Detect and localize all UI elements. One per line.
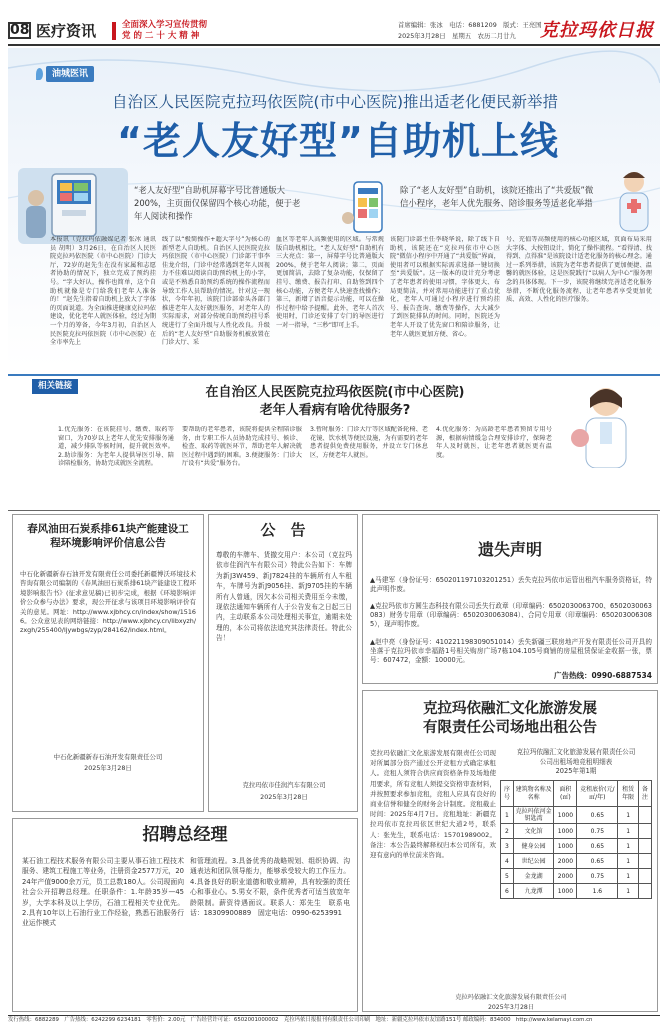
table-cell: 4 [501, 854, 514, 869]
table-cell: 0.65 [577, 807, 618, 824]
table-row [501, 807, 652, 824]
rental-table-caption-1: 克拉玛依融汇文化旅游发展有限责任公司 [516, 748, 636, 756]
kiosk-photo [18, 168, 128, 244]
phone-illustration [340, 178, 396, 238]
table-cell: 文化馆 [513, 824, 553, 839]
table-cell: 1 [501, 807, 514, 824]
table-cell: 1000 [554, 884, 577, 899]
table-cell: 1 [618, 884, 639, 899]
table-cell: 金龙湖 [513, 869, 553, 884]
public-notice-sign: 克拉玛依市佳润汽车有限公司 [242, 781, 326, 789]
link-rule [8, 374, 660, 376]
env-notice-sign: 中石化新疆新春石油开发有限责任公司 [53, 753, 163, 761]
doctor-illustration [556, 378, 652, 468]
table-cell [639, 807, 652, 824]
env-notice-date: 2025年3月28日 [84, 764, 132, 772]
rental-table-header-cell: 租赁年限 [618, 781, 639, 807]
caption-left [134, 184, 306, 223]
table-cell [639, 824, 652, 839]
rental-table-header-cell: 竞租底价(元/㎡/年) [577, 781, 618, 807]
table-cell [639, 869, 652, 884]
rental-table-header-cell: 序号 [501, 781, 514, 807]
rental-title-1: 克拉玛依融汇文化旅游发展 [423, 701, 597, 717]
ad-phone: 广告热线：0990-6887534 [553, 671, 652, 680]
table-cell [639, 839, 652, 854]
table-row [501, 884, 652, 899]
rental-table-body [501, 807, 652, 899]
rental-body: 克拉玛依融汇文化旅游发展有限责任公司现对所属部分资产通过公开竞租方式确定承租人。竞租人须符合供应商资格条件及场地使用要求，所有竞租人须提交资格审查材料，并按照要求参加竞租，竞租人应具有良好的商业信誉和健全的财务会计制度。竞租截止时间：2025年4月7日。竞租地址：新疆克拉玛依市克拉玛依区世纪大道2号，联系人：张先生，联系电话：15701989002。备注：本公告最终解释权归本公司所有，欢迎有意向的单位前来咨询。 [370, 749, 496, 860]
rental-table-caption [500, 748, 652, 777]
table-cell: 1 [618, 869, 639, 884]
table-cell: 0.65 [577, 839, 618, 854]
table-cell: 1 [618, 839, 639, 854]
link-column-2: 要帮助的老年患者，该院将提供全程陪诊服务，由专职工作人员协助完成挂号、候诊、检查、取药等就医环节，帮助老年人解决就医过程中遇到的困难。3.便捷服务：门诊大厅设有“共爱”服务台。 [182, 426, 302, 468]
page-number: 08 [10, 22, 30, 38]
public-notice-title: 公 告 [260, 521, 306, 539]
recruit-column-2: 和管理流程。3.具备优秀的战略规划、组织协调、沟通表达和团队领导能力，能够承受较大的工作压力。4.具备良好的职业道德和敬业精神，具有较强的责任心和事业心。5.男女不限，条件优秀者可适当放宽年龄限制。薪资待遇面议。联系人：郑先生 联系电话：18309900889 固定电话：0990-6253991 [190, 857, 350, 918]
env-notice-title: 春风油田石炭系排61块产能建设工程环境影响评价信息公告 [27, 523, 189, 549]
public-notice-body: 尊敬的车牌车、货撤交用户：本公司（克拉玛依市佳润汽车有限公司）特此公告如下：车牌为新J3W459、新J7824挂的车辆所有人车租车，车牌号为新J9056挂、新J9705挂的车辆所有人曾通，因欠本公司相关费用至今未缴，现依法通知车辆所有人于公告发布之日起三日内，主动联系本公司处理相关事宜，逾期未处理的，本公司将依法追究其法律责任。特此公告！ [216, 551, 352, 643]
lead-column-2: 线了以“极简操作+超大字号”为核心的新型老人自助机。自治区人民医院克拉玛依医院（市中心医院）门诊部干事李佳龙介绍，门诊中经常遇到老年人因视力不佳难以阅读自助预约机上的小字，或是不熟悉自助预约系统的操作流程而导致工作人员帮助的情况。针对这一现状，今年年初，该院门诊部牵头各部门推进老年人友好就医服务，对老年人的实际需求，对部分传统自助预约挂号系统进行了全面升级与人性化改良。升级后的“老人友好型”自助服务机被放置在门诊大厅、采 [162, 236, 270, 347]
rental-table [500, 780, 652, 899]
nurse-illustration [610, 166, 658, 236]
table-cell: 1.6 [577, 884, 618, 899]
rental-sign: 克拉玛依融汇文化旅游发展有限责任公司 [455, 994, 567, 1001]
rental-table-caption-3: 2025年第1期 [555, 767, 597, 776]
recruit-column-1: 某石油工程技术服务有限公司主要从事石油工程技术服务、建筑工程施工等业务，注册资金2577万元，2024年产值9000余万元，员工总数180人。公司现面向社会公开招聘总经理。任职条件：1.年龄35岁—45岁，大学本科及以上学历，石油工程相关专业优先。2.具有10年以上石油行业工作经验，熟悉石油服务行业运作模式 [22, 857, 184, 928]
table-cell: 世纪公园 [513, 854, 553, 869]
lead-column-3: 血区等老年人高频使用的区域。与常规版自助机相比，“老人友好型”自助机有三大亮点：第一，屏幕字号比普通版大200%，便于老年人阅读；第二，页面更加简洁，去除了复杂功能，仅保留了挂号、缴费、报告打印、自助签到四个核心功能，方便老年人快速查找操作；第三，新增了语音提示功能，可以在操作过程中给予提醒。此外，老年人首次使用时，门诊还安排了专门的导医进行一对一指导，“三秒”即可上手。 [276, 236, 384, 329]
public-notice-date: 2025年3月28日 [260, 793, 308, 801]
section-divider [112, 22, 116, 40]
rental-table-header-cell: 备注 [639, 781, 652, 807]
table-cell: 0.65 [577, 854, 618, 869]
table-cell: 0.75 [577, 824, 618, 839]
table-cell: 克拉玛依河金钥匙湾 [513, 807, 553, 824]
lead-title: “老人友好型”自助机上线 [117, 119, 559, 163]
caption-right [400, 184, 600, 210]
editor-line: 首席编辑：张冰 电话：6881209 版式：王亮国 [398, 21, 542, 29]
table-cell: 1000 [554, 839, 577, 854]
rental-date: 2025年3月28日 [487, 1004, 535, 1011]
table-cell: 九龙潭 [513, 884, 553, 899]
link-title-2: 老年人看病有啥优待服务? [259, 403, 411, 418]
table-cell: 2000 [554, 854, 577, 869]
table-cell: 6 [501, 884, 514, 899]
rental-table-header-cell: 建筑物名称及名称 [513, 781, 553, 807]
table-cell: 3 [501, 839, 514, 854]
table-row [501, 824, 652, 839]
table-row [501, 854, 652, 869]
table-cell [639, 854, 652, 869]
caption-left-text: “老人友好型”自助机屏幕字号比普通版大200%，主页面仅保留四个核心功能，便于老年人阅读和操作 [134, 185, 301, 221]
section-title: 医疗资讯 [36, 22, 97, 40]
lost-title: 遗失声明 [477, 540, 542, 559]
table-cell [639, 884, 652, 899]
lead-column-1: 本报讯（克拉玛依融媒记者 张冰 通讯员 胡明）3月26日，在自治区人民医院克拉玛依医院（市中心医院）门诊大厅，72岁的赵先生在没有家属和志愿者协助的情况下，独立完成了预约挂号。“字大好认，操作也简单，这个自助机就像是专门给我们老年人准备的！”赵先生指着自助机上放大了字体的页面说道。为全面推进健康克拉玛依建设，优化老年人就医体验，经过为期一个月的筹备，今年3月初，自治区人民医院克拉玛依医院（市中心医院）在全市率先上 [50, 236, 156, 347]
link-title-1: 在自治区人民医院克拉玛依医院(市中心医院) [205, 385, 465, 400]
caption-right-text: 除了“老人友好型”自助机，该院还推出了“共爱版”微信小程序，老年人优先服务、陪诊服务等适老化举措 [400, 185, 594, 208]
lead-column-4: 该院门诊部主任李晓华说，除了线下自助机，该院还在“克拉玛依市中心医院”微信小程序中开通了“共爱版”界面，使用者可以根据实际需求选择一键切换至“共爱版”。这一版本的设计充分考虑了老年患者的使用习惯，字体更大、布局更简洁，并对常用功能进行了重点优化，老年人可通过小程序进行预约挂号、报告查询、缴费等操作，大大减少了到医院排队的时间。同时，医院还为老年人开设了优先窗口和陪诊服务，让老年人就医更加方便、省心。 [390, 236, 500, 338]
rental-title-2: 有限责任公司场地出租公告 [423, 720, 597, 736]
table-cell: 1000 [554, 807, 577, 824]
lost-item-3: ▲赵中亮（身份证号：410221198309051014）丢失新疆三联房地产开发有限责任公司开具的坐落于克拉玛依市幸福路1号相关购房广场7栋104.105号商铺的房屋租赁保证金收据一张，票号：607472，金额：10000元。 [370, 638, 652, 665]
footer-info: 发行热线：6882289 广告热线：6242299 6234181 零售价：2.00元 广告经营许可证：6502001000002 克拉玛依日报报刊有限责任公司印刷 地址：新疆克拉玛依市友谊路151号 邮政编码：834000 http://www.kelamayi.com.cn [8, 1017, 593, 1023]
table-row [501, 869, 652, 884]
table-cell: 1 [618, 807, 639, 824]
link-column-3: 3.暂时服务：门诊大厅等区域配备轮椅、老花镜、饮水机等便民设施，为有需要的老年患者提供免费使用服务，并设立专门休息区，方便老年人就医。 [310, 426, 428, 459]
lost-item-2: ▲克拉玛依市方圆生态科技有限公司丢失行政章（印章编码：6502030063700、6502030063083）财务专用章（印章编码：6502030063084）、合同专用章（印章编码：6502030063085），现声明作废。 [370, 602, 652, 629]
link-column-4: 4.优化服务：为高龄老年患者预留专用号源，根据病情缓急合理安排诊疗，保障老年人及时就医，让老年患者就医更有温度。 [436, 426, 552, 459]
table-cell: 5 [501, 869, 514, 884]
rental-table-header [501, 781, 652, 807]
rental-table-caption-2: 公司出租场地竞租明细表 [539, 757, 613, 766]
lead-column-5: 号、充值等高频使用的核心功能区域，页面布局采用大字体、大按钮设计，简化了操作流程。“看得清、找得到、点得准”是该院设计适老化服务的核心理念。通过一系列举措，该院为老年患者提供了更加便捷、温馨的就医体验，这是医院践行“以病人为中心”服务理念的具体体现。下一步，该院将继续完善适老化服务举措，不断优化服务流程，让老年患者享受更加优质、高效、人性化的医疗服务。 [506, 236, 652, 304]
link-column-1: 1.优先服务：在该院挂号、缴费、取药等窗口，为70岁以上老年人优先安排服务通道，减少排队等候时间，提升就医效率。2.助诊服务：为老年人提供导医引导、陪诊陪检服务，协助完成就医全流程。 [58, 426, 174, 468]
table-cell: 健身公园 [513, 839, 553, 854]
link-tag: 相关链接 [32, 379, 78, 394]
masthead-logo: 克拉玛依日报 [540, 20, 654, 41]
notices-rule [8, 510, 660, 511]
table-cell: 0.75 [577, 869, 618, 884]
header-rule [8, 44, 660, 46]
lost-item-1: ▲马建军（身份证号：650201197103201251）丢失克拉玛依市运管出租汽车服务资格证，特此声明作废。 [370, 576, 652, 594]
date-line: 2025年3月28日 星期五 农历二月廿九 [398, 32, 516, 40]
drop-icon [36, 68, 43, 80]
table-cell: 2000 [554, 869, 577, 884]
table-row [501, 839, 652, 854]
rental-table-header-cell: 面积(㎡) [554, 781, 577, 807]
table-cell: 1000 [554, 824, 577, 839]
table-cell: 1 [618, 854, 639, 869]
slogan-line-2: 党 的 二 十 大 精 神 [122, 31, 200, 41]
slogan-line-1: 全面深入学习宣传贯彻 [122, 20, 208, 30]
lead-tag: 油城医讯 [46, 66, 94, 82]
table-cell: 1 [618, 824, 639, 839]
env-notice-body: 中石化新疆新春石油开发有限责任公司委托新疆博沃环境技术咨询有限公司编制的《春风油田石炭系排61块产能建设工程环境影响报告书》(征求意见稿)已初步完成，根据《环境影响评价公众参与办法》要求，现公开征求与该项目环境影响评价有关的意见。网址：http://www.xjbhcy.cn/index/show/15166。公众意见表的网络链接：http://www.xjbhcy.cn/libxyzh/zxgh/255400/ljywbgs/zyp/284162/index.html。 [20, 570, 196, 635]
table-cell: 2 [501, 824, 514, 839]
lead-subtitle: 自治区人民医院克拉玛依医院(市中心医院)推出适老化便民新举措 [111, 93, 559, 111]
recruit-title: 招聘总经理 [142, 825, 228, 845]
